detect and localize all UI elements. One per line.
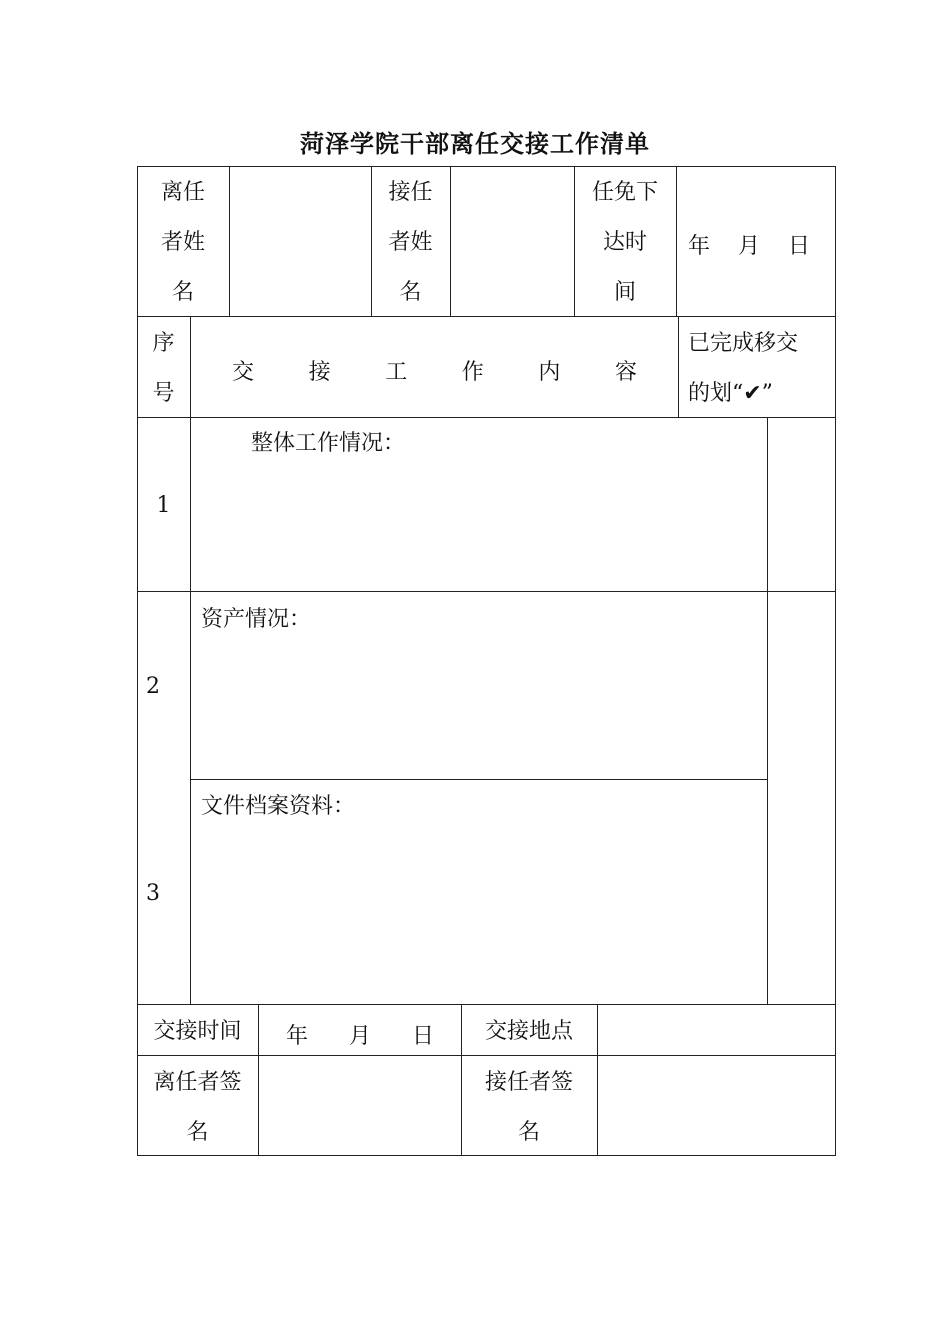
outgoing-signature-field[interactable] xyxy=(259,1056,461,1155)
assets-field[interactable] xyxy=(191,645,766,778)
appointment-time-label: 任免下 达时 间 xyxy=(591,180,658,305)
table-border-right xyxy=(835,166,836,1156)
row-number: 2 xyxy=(146,674,160,699)
outgoing-name-field[interactable] xyxy=(230,167,371,316)
overall-work-field[interactable] xyxy=(191,470,766,590)
incoming-name-field[interactable] xyxy=(451,167,574,316)
row-number: 1 xyxy=(156,493,171,518)
table-rule xyxy=(137,316,836,317)
handover-place-field[interactable] xyxy=(598,1005,835,1055)
seq-column-header: 序 号 xyxy=(152,331,175,406)
incoming-signature-field[interactable] xyxy=(598,1056,835,1155)
row-label-overall-work: 整体工作情况： xyxy=(251,431,406,456)
documents-field[interactable] xyxy=(191,833,766,1003)
appointment-date-field[interactable]: 年 月 日 xyxy=(688,234,810,259)
table-rule xyxy=(676,166,677,316)
content-column-header: 交 接 工 作 内 容 xyxy=(232,360,637,385)
table-rule xyxy=(137,591,836,592)
outgoing-signature-label: 离任者签 名 xyxy=(153,1070,242,1145)
row-number: 3 xyxy=(146,881,160,906)
overall-work-check-cell[interactable] xyxy=(768,418,835,591)
page-title: 菏泽学院干部离任交接工作清单 xyxy=(300,130,650,158)
table-rule xyxy=(190,316,191,417)
handover-place-label: 交接地点 xyxy=(484,1019,573,1044)
incoming-signature-label: 接任者签 名 xyxy=(484,1070,573,1145)
incoming-name-label: 接任 者姓 名 xyxy=(388,180,433,305)
handover-date-field[interactable]: 年 月 日 xyxy=(286,1024,434,1049)
assets-documents-check-cell[interactable] xyxy=(768,592,835,1004)
table-rule xyxy=(678,316,679,417)
outgoing-name-label: 离任 者姓 名 xyxy=(160,180,205,305)
done-column-header: 已完成移交 的划“✔” xyxy=(688,331,799,406)
table-rule xyxy=(190,779,767,780)
handover-time-label: 交接时间 xyxy=(153,1019,242,1044)
row-label-documents: 文件档案资料： xyxy=(201,794,356,819)
row-label-assets: 资产情况： xyxy=(201,607,312,632)
